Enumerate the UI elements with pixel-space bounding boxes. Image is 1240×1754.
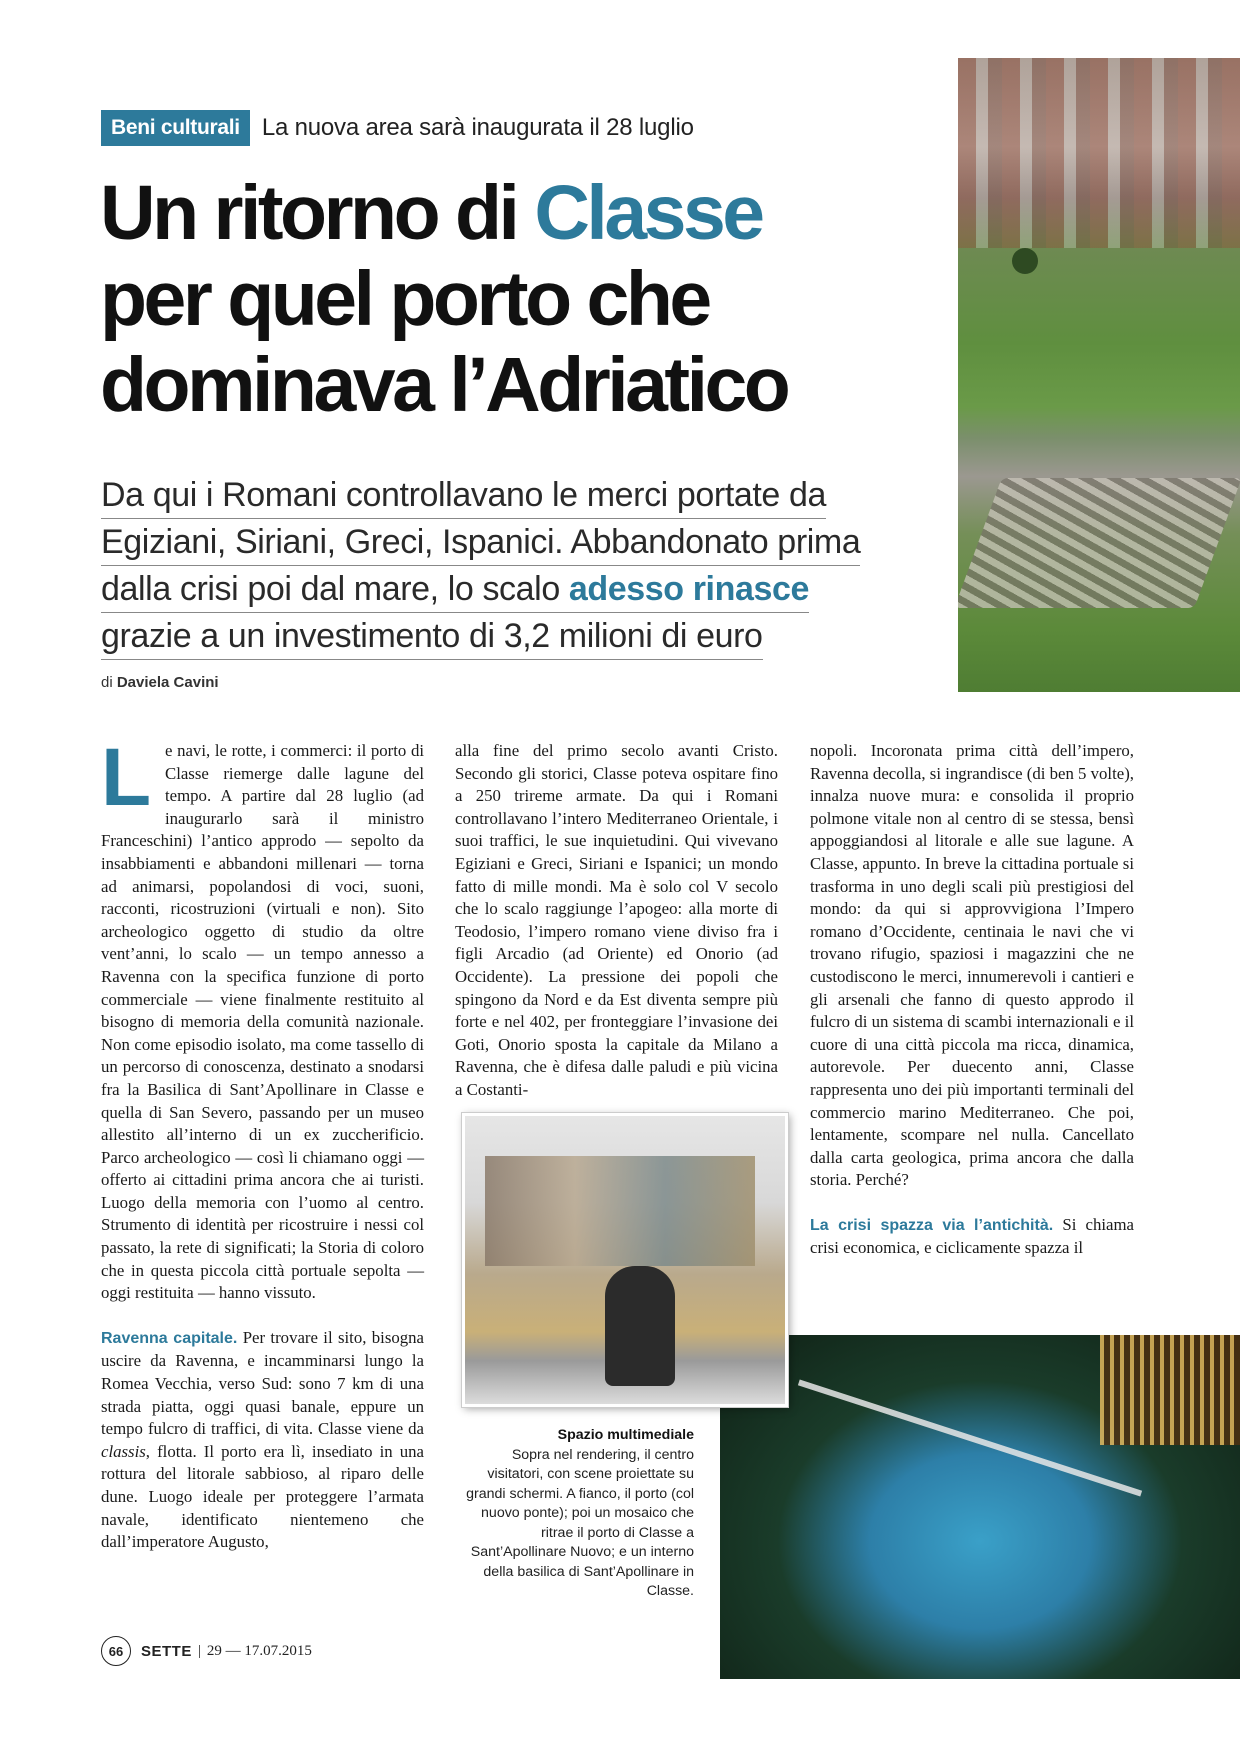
standfirst-line1: Da qui i Romani controllavano le merci portate da: [101, 472, 826, 519]
standfirst-line3: [101, 566, 809, 613]
standfirst: [101, 472, 901, 660]
seated-visitor: [605, 1266, 675, 1386]
headline-line3: dominava l’Adriatico: [100, 342, 788, 428]
kicker-text: La nuova area sarà inaugurata il 28 luglio: [261, 114, 694, 141]
standfirst-line3-text: dalla crisi poi dal mare, lo scalo: [101, 570, 569, 608]
aerial-photo-town: [958, 58, 1240, 248]
page-title: [100, 170, 960, 428]
paragraph-col3: nopoli. Incoronata prima città dell’impero, Ravenna decolla, si ingrandisce (di ben 5 volte), innalza nuove mura: e consolida il proprio polmone vitale non al centro di se stessa, bensì appoggiandosi al litorale e alle sue lagune. A Classe, appunto. In breve la cittadina portuale si trasforma in uno degli scali più prestigiosi del mondo: da qui si approvvigiona l’Impero romano d’Occidente, centinaia le navi che vi trovano rifugio, spaziosi i magazzini che ne custodiscono le merci, innumerevoli i cantieri e gli arsenali che fanno di questo approdo il fulcro di un sistema di scambi internazionali e il cuore di una città piccola ma ricca, dinamica, autorevole. Per duecento anni, Classe rappresenta uno dei più importanti terminali del commercio marino Mediterraneo. Che poi, lentamente, scompare nel nulla. Cancellato dalla carta geologica, prima ancora che dalla storia. Perché?: [810, 741, 1134, 1190]
aerial-photo-ruins: [958, 478, 1240, 608]
page-number: 66: [101, 1636, 131, 1666]
footer-separator: |: [197, 1642, 201, 1659]
caption-title: Spazio multimediale: [557, 1427, 694, 1443]
harbour-lights: [1100, 1335, 1240, 1445]
visitor-center-rendering: [462, 1113, 788, 1407]
issue-date: 29 — 17.07.2015: [206, 1642, 312, 1659]
byline: [101, 674, 219, 691]
section-tag: Beni culturali: [101, 110, 250, 146]
harbour-rendering-photo: [720, 1335, 1240, 1679]
harbour-bridge: [798, 1380, 1142, 1497]
photo-caption: [460, 1426, 694, 1602]
paragraph-ravenna: [101, 1327, 424, 1554]
headline-highlight: Classe: [534, 170, 762, 256]
headline-line2: per quel porto che: [100, 256, 709, 342]
caption-text: Sopra nel rendering, il centro visitatori, con scene proiettate su grandi schermi. A fianco, il porto (col nuovo ponte); poi un mosaico che ritrae il porto di Classe a Sant’Apollinare Nuovo; e un interno della basilica di Sant’Apollinare in Classe.: [466, 1446, 694, 1599]
projection-screens: [485, 1156, 755, 1266]
standfirst-line2: Egiziani, Siriani, Greci, Ispanici. Abbandonato prima: [101, 519, 860, 566]
subheading-ravenna-capitale: Ravenna capitale.: [101, 1329, 238, 1347]
aerial-photo-classe: [958, 58, 1240, 692]
page-footer: [101, 1636, 312, 1666]
body-column-2: [455, 740, 778, 1102]
drop-cap: L: [101, 732, 152, 823]
paragraph-col2: alla fine del primo secolo avanti Cristo. Secondo gli storici, Classe poteva ospitare fino a 250 trireme armate. Da qui i Romani controllavano l’intero Mediterraneo Orientale, i suoi traffici, le sue inquietudini. Qui vivevano Egiziani e Greci, Siriani e Ispanici; un mondo fatto di mille mondi. Ma è solo col V secolo che lo scalo raggiunge l’apogeo: alla morte di Teodosio, l’impero romano viene diviso fra i figli Arcadio (ad Oriente) ed Onorio (ad Occidente). La pressione dei popoli che spingono da Nord e da Est diventa sempre più forte e nel 402, per fronteggiare l’invasione dei Goti, Onorio sposta la capitale da Milano a Ravenna, che è difesa dalle paludi e più vicina a Costanti-: [455, 741, 778, 1099]
paragraph-ravenna-text-b: , flotta. Il porto era lì, insediato in una rottura del litorale sabbioso, al riparo delle dune. Luogo ideale per proteggere l’armata navale, identificato nientemeno che dall’imperatore Augusto,: [101, 1441, 424, 1552]
paragraph-intro: [101, 732, 424, 1305]
paragraph-ravenna-italic: classis: [101, 1441, 146, 1461]
paragraph-intro-text: e navi, le rotte, i commerci: il porto di Classe riemerge dalle lagune del tempo. A partire dal 28 luglio (ad inaugurarlo sarà il ministro Franceschini) l’antico approdo — sepolto da insabbiamenti e abbandoni millenari — torna ad animarsi, popolandosi di voci, suoni, racconti, ricostruzioni (virtuali e non). Sito archeologico oggetto di studio da oltre vent’anni, lo scalo — un tempo annesso a Ravenna con la specifica funzione di porto commerciale — viene finalmente restituito al bisogno di memoria della comunità nazionale. Non come episodio isolato, ma come tassello di un percorso di conoscenza, destinato a snodarsi fra la Basilica di Sant’Apollinare in Classe e quella di San Severo, passando per un museo allestito all’interno di un ex zuccherificio. Parco archeologico — così li chiamano oggi — offerto ai cittadini prima ancora che ai turisti. Luogo della memoria con l’uomo al centro. Strumento di identità per ricostruire i nessi col passato, la rete di significati; la Storia di coloro che in questa piccola città portuale sepolta — oggi restituita — hanno vissuto.: [101, 741, 424, 1303]
body-column-1: [101, 732, 424, 1554]
body-column-3: [810, 740, 1134, 1260]
headline-part1: Un ritorno di: [100, 170, 535, 256]
paragraph-crisi-text: Si chiama crisi economica, e ciclicamente spazza il: [810, 1214, 1134, 1258]
aerial-photo-tree: [1012, 248, 1038, 274]
byline-prefix: di: [101, 674, 117, 691]
standfirst-highlight: adesso rinasce: [568, 570, 809, 608]
kicker: [101, 108, 694, 148]
magazine-name: SETTE: [141, 1642, 192, 1660]
standfirst-line4: grazie a un investimento di 3,2 milioni di euro: [101, 613, 763, 660]
author-name: Daviela Cavini: [116, 674, 219, 691]
paragraph-crisi: [810, 1214, 1134, 1260]
subheading-crisi: La crisi spazza via l’antichità.: [810, 1216, 1054, 1234]
paragraph-ravenna-text-a: Per trovare il sito, bisogna uscire da Ravenna, e incamminarsi lungo la Romea Vecchia, verso Sud: sono 7 km di una strada piatta, oggi quasi banale, eppure un tempo fulcro di traffici, di vita. Classe viene da: [101, 1327, 424, 1439]
